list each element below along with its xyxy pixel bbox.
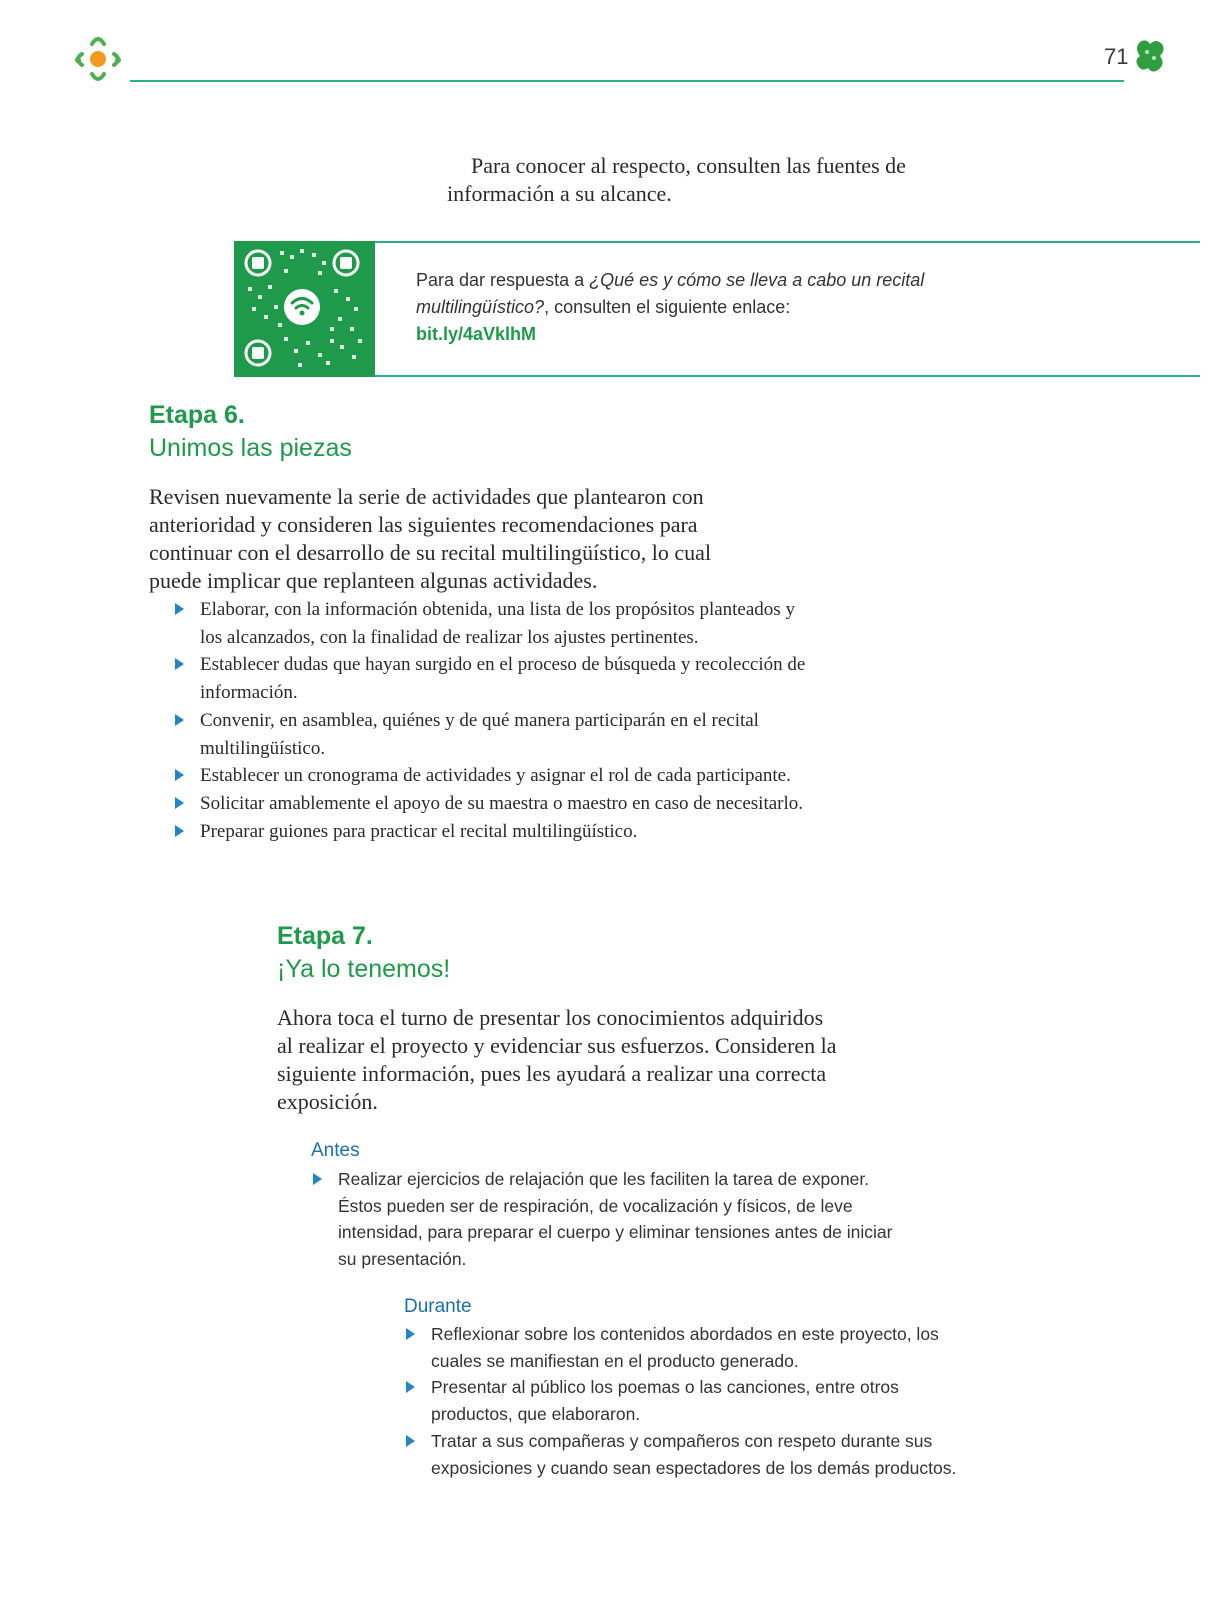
list-item-text: Establecer dudas que hayan surgido en el proceso de búsqueda y recolección de información.	[200, 654, 806, 704]
triangle-bullet-icon	[406, 1328, 415, 1340]
triangle-bullet-icon	[175, 769, 184, 781]
stage-6-list	[175, 596, 815, 845]
antes-list	[313, 1166, 893, 1273]
stage-6-title: Unimos las piezas	[149, 434, 352, 462]
header-rule	[130, 80, 1124, 82]
triangle-bullet-icon	[406, 1381, 415, 1393]
stage-7-paragraph: Ahora toca el turno de presentar los conocimientos adquiridos al realizar el proyecto y evidenciar sus esfuerzos. Consideren la siguiente información, pues les ayudará a realizar una correcta exposición.	[277, 1005, 837, 1114]
list-item	[175, 762, 815, 790]
list-item-text: Solicitar amablemente el apoyo de su maestra o maestro en caso de necesitarlo.	[200, 792, 804, 814]
resource-box	[234, 241, 1200, 377]
durante-heading: Durante	[404, 1296, 472, 1317]
resource-text-before: Para dar respuesta a	[416, 270, 590, 290]
stage-6-paragraph: Revisen nuevamente la serie de actividades que plantearon con anterioridad y consideren las siguientes recomendaciones para continuar con el desarrollo de su recital multilingüístico, lo cual puede implicar que replanteen algunas actividades.	[149, 484, 712, 593]
list-item	[406, 1321, 966, 1374]
stage-6-heading	[149, 399, 352, 465]
intro-text: Para conocer al respecto, consulten las fuentes de información a su alcance.	[447, 153, 906, 206]
list-item	[406, 1428, 966, 1481]
list-item	[175, 818, 815, 846]
flower-logo-icon	[70, 32, 126, 86]
stage-7-heading	[277, 920, 450, 986]
stage-6-number: Etapa 6.	[149, 401, 245, 429]
resource-question: ¿Qué es y cómo se lleva a cabo un recital multilingüístico?	[416, 270, 925, 317]
stage-7-number: Etapa 7.	[277, 922, 373, 950]
list-item-text: Convenir, en asamblea, quiénes y de qué manera participarán en el recital multilingüístico.	[200, 709, 759, 759]
green-figure-icon	[1134, 38, 1166, 74]
list-item-text: Realizar ejercicios de relajación que les faciliten la tarea de exponer. Éstos pueden ser de respiración, de vocalización y físicos, de leve intensidad, para preparar el cuerpo y eliminar tensiones antes de iniciar su presentación.	[338, 1169, 893, 1270]
triangle-bullet-icon	[175, 658, 184, 670]
resource-text-after: , consulten el siguiente enlace:	[544, 297, 791, 317]
resource-link[interactable]: bit.ly/4aVklhM	[416, 324, 537, 344]
list-item-text: Reflexionar sobre los contenidos abordados en este proyecto, los cuales se manifiestan en el producto generado.	[431, 1324, 939, 1371]
triangle-bullet-icon	[175, 797, 184, 809]
resource-box-top-rule	[374, 241, 1200, 243]
list-item-text: Elaborar, con la información obtenida, una lista de los propósitos planteados y los alcanzados, con la finalidad de realizar los ajustes pertinentes.	[200, 599, 795, 648]
antes-heading: Antes	[311, 1140, 360, 1161]
list-item	[175, 707, 815, 762]
triangle-bullet-icon	[313, 1173, 322, 1185]
list-item	[175, 651, 815, 706]
list-item	[406, 1374, 966, 1427]
list-item-text: Establecer un cronograma de actividades y asignar el rol de cada participante.	[200, 765, 791, 787]
page-number: 71	[1104, 44, 1129, 69]
list-item	[175, 790, 815, 818]
triangle-bullet-icon	[175, 714, 184, 726]
qr-code-icon[interactable]	[234, 241, 375, 377]
resource-box-bottom-rule	[374, 375, 1200, 377]
stage-7-title: ¡Ya lo tenemos!	[277, 955, 451, 983]
list-item-text: Tratar a sus compañeras y compañeros con respeto durante sus exposiciones y cuando sean espectadores de los demás productos.	[431, 1430, 957, 1478]
triangle-bullet-icon	[406, 1435, 415, 1447]
triangle-bullet-icon	[175, 825, 184, 837]
intro-paragraph	[447, 152, 967, 208]
list-item-text: Preparar guiones para practicar el recital multilingüístico.	[200, 820, 638, 842]
durante-list	[406, 1321, 966, 1481]
list-item	[313, 1166, 893, 1273]
list-item-text: Presentar al público los poemas o las canciones, entre otros productos, que elaboraron.	[431, 1377, 899, 1425]
resource-text	[416, 267, 1036, 348]
list-item	[175, 596, 815, 651]
triangle-bullet-icon	[175, 603, 184, 615]
